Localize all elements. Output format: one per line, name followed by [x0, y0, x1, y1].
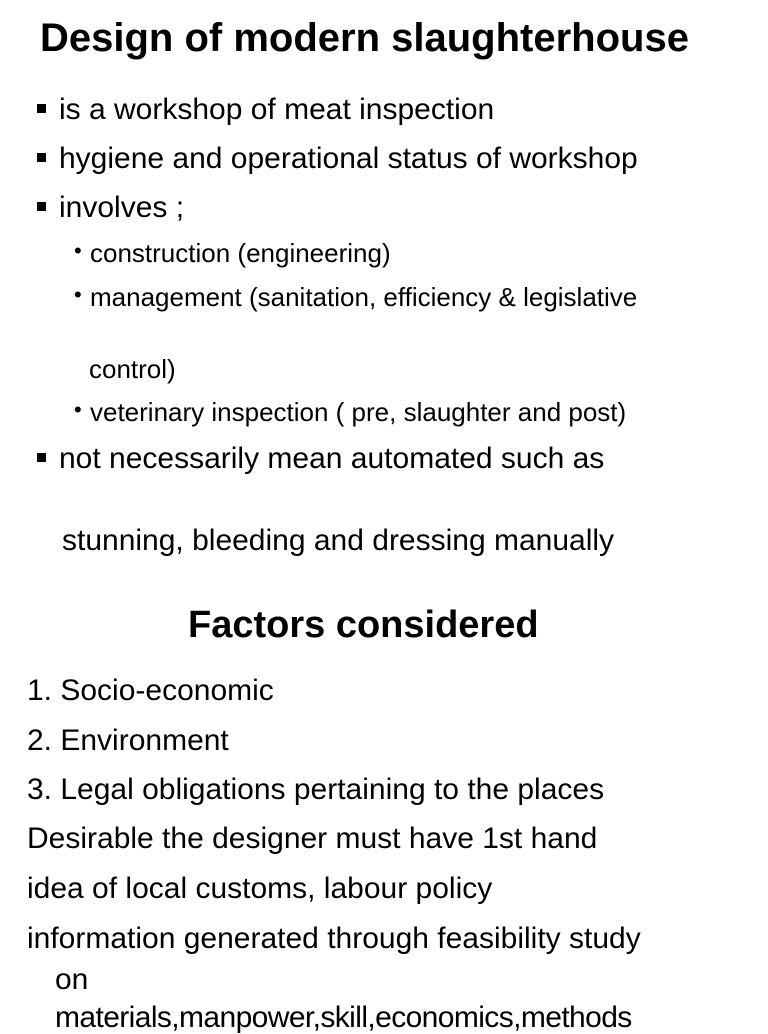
paragraph-line: Desirable the designer must have 1st hand — [27, 822, 598, 855]
bullet-text: not necessarily mean automated such as — [59, 442, 605, 475]
factor-item: 2. Environment — [27, 724, 229, 757]
factors-heading: Factors considered — [188, 604, 539, 646]
paragraph-line: information generated through feasibility study — [27, 922, 641, 955]
dot-bullet-icon: • — [74, 282, 82, 307]
bullet-text: hygiene and operational status of workshop — [59, 142, 638, 175]
bullet-text: involves ; — [59, 191, 185, 224]
bullet-item — [37, 144, 737, 178]
square-bullet-icon — [37, 104, 46, 113]
dot-bullet-icon: • — [74, 238, 82, 263]
sub-bullet-item — [74, 284, 754, 314]
sub-bullet-text: veterinary inspection ( pre, slaughter and post) — [90, 397, 627, 427]
square-bullet-icon — [37, 453, 46, 462]
bullet-continuation: stunning, bleeding and dressing manually — [62, 524, 615, 557]
page-title: Design of modern slaughterhouse — [40, 16, 689, 60]
factor-item: 3. Legal obligations pertaining to the places — [27, 773, 605, 806]
paragraph-line: on — [55, 963, 89, 996]
bullet-text: is a workshop of meat inspection — [59, 93, 495, 126]
dot-bullet-icon: • — [74, 397, 82, 422]
sub-bullet-text: construction (engineering) — [90, 238, 391, 268]
paragraph-line: materials,manpower,skill,economics,methods — [55, 1001, 632, 1034]
bullet-item — [37, 444, 737, 478]
sub-bullet-item — [74, 399, 754, 429]
sub-bullet-continuation: control) — [89, 354, 176, 384]
bullet-item — [37, 193, 737, 227]
square-bullet-icon — [37, 202, 46, 211]
bullet-item — [37, 95, 737, 129]
square-bullet-icon — [37, 153, 46, 162]
sub-bullet-text: management (sanitation, efficiency & legislative — [90, 282, 638, 312]
sub-bullet-item — [74, 240, 754, 270]
paragraph-line: idea of local customs, labour policy — [27, 872, 493, 905]
factor-item: 1. Socio-economic — [27, 674, 274, 707]
